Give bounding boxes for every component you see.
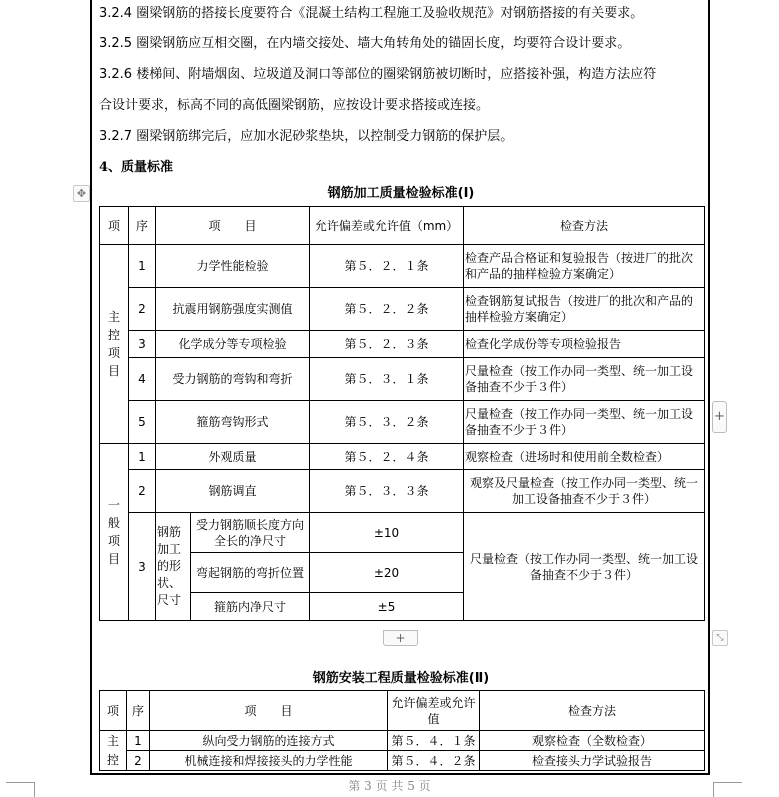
row-method: 尺量检查（按工作办同一类型、统一加工设备抽查不少于３件） (464, 513, 705, 621)
row-method: 观察及尺量检查（按工作办同一类型、统一加工设备抽查不少于３件） (464, 470, 705, 513)
table1-caption: 钢筋加工质量检验标准(I) (327, 186, 475, 201)
row-item: 钢筋调直 (156, 470, 310, 513)
row-no: 1 (129, 444, 156, 470)
row-value: 第５．４．１条 (388, 731, 480, 751)
row-value: 第５．３．１条 (310, 358, 464, 401)
row-method: 尺量检查（按工作办同一类型、统一加工设备抽查不少于３件） (464, 401, 705, 444)
header-cell: 允许偏差或允许值（mm） (310, 207, 464, 245)
row-method: 观察检查（进场时和使用前全数检查） (464, 444, 705, 470)
group-cell-main: 主控项目 (100, 245, 129, 444)
table2-caption: 钢筋安装工程质量检验标准(Ⅱ) (312, 671, 490, 686)
row-item: 受力钢筋的弯钩和弯折 (156, 358, 310, 401)
header-cell: 项 (100, 207, 129, 245)
row-method: 检查接头力学试验报告 (480, 751, 705, 771)
table-row (100, 731, 705, 751)
header-cell: 序 (127, 691, 150, 731)
subrow-item: 箍筋内净尺寸 (191, 593, 310, 621)
table2 (99, 690, 705, 771)
header-cell: 项 目 (156, 207, 310, 245)
row-item: 机械连接和焊接接头的力学性能 (150, 751, 388, 771)
paragraph-3-2-5: 3.2.5 圈梁钢筋应互相交圈，在内墙交接处、墙大角转角处的锚固长度，均要符合设计要求。 (99, 36, 631, 51)
paragraph-3-2-7: 3.2.7 圈梁钢筋绑完后，应加水泥砂浆垫块，以控制受力钢筋的保护层。 (99, 129, 514, 144)
add-row-button[interactable]: + (383, 630, 418, 646)
row-value: 第５．３．３条 (310, 470, 464, 513)
paragraph-3-2-4: 3.2.4 圈梁钢筋的搭接长度要符合《混凝土结构工程施工及验收规范》对钢筋搭接的有关要求。 (99, 6, 644, 21)
row-item: 外观质量 (156, 444, 310, 470)
row-method: 检查产品合格证和复验报告（按进厂的批次和产品的抽样检验方案确定） (464, 245, 705, 288)
row-no: 2 (129, 288, 156, 331)
row-value: 第５．２．１条 (310, 245, 464, 288)
row-value: 第５．４．２条 (388, 751, 480, 771)
subrow-item: 弯起钢筋的弯折位置 (191, 553, 310, 593)
row-no: 3 (129, 331, 156, 358)
subrow-item: 受力钢筋顺长度方向全长的净尺寸 (191, 513, 310, 553)
table1-header-row (100, 207, 705, 245)
table-row (100, 513, 705, 553)
subrow-value: ±20 (310, 553, 464, 593)
page-border-bottom (90, 773, 710, 775)
row-method: 观察检查（全数检查） (480, 731, 705, 751)
group-cell-general: 一般项目 (100, 444, 129, 621)
header-cell: 检查方法 (464, 207, 705, 245)
row-item: 力学性能检验 (156, 245, 310, 288)
table-row (100, 444, 705, 470)
table2-header-row (100, 691, 705, 731)
table-row (100, 288, 705, 331)
row-value: 第５．２．２条 (310, 288, 464, 331)
subrow-value: ±10 (310, 513, 464, 553)
section-heading: 4、质量标准 (99, 160, 174, 175)
row-no: 3 (129, 513, 156, 621)
table-move-icon[interactable]: ✥ (73, 185, 90, 202)
table-row (100, 470, 705, 513)
page-border-left (90, 0, 92, 775)
row-no: 1 (129, 245, 156, 288)
row-no: 2 (129, 470, 156, 513)
row-item: 箍筋弯钩形式 (156, 401, 310, 444)
row-value: 第５．２．４条 (310, 444, 464, 470)
row-no: 4 (129, 358, 156, 401)
table-row (100, 401, 705, 444)
row-item: 化学成分等专项检验 (156, 331, 310, 358)
header-cell: 项 (100, 691, 127, 731)
table-row (100, 751, 705, 771)
table-resize-icon[interactable]: ⤡ (712, 630, 728, 646)
subrow-value: ±5 (310, 593, 464, 621)
table-row (100, 358, 705, 401)
row-method: 尺量检查（按工作办同一类型、统一加工设备抽查不少于３件） (464, 358, 705, 401)
header-cell: 项 目 (150, 691, 388, 731)
row-item: 纵向受力钢筋的连接方式 (150, 731, 388, 751)
table1 (99, 206, 705, 621)
row-no: 1 (127, 731, 150, 751)
add-column-button[interactable]: + (712, 401, 727, 433)
table-row (100, 331, 705, 358)
row-method: 检查钢筋复试报告（按进厂的批次和产品的抽样检验方案确定） (464, 288, 705, 331)
row-no: 5 (129, 401, 156, 444)
paragraph-3-2-6: 3.2.6 楼梯间、附墙烟囱、垃圾道及洞口等部位的圈梁钢筋被切断时，应搭接补强，构造方法应符 (99, 67, 657, 82)
header-cell: 序 (129, 207, 156, 245)
group-cell: 主 (100, 731, 127, 751)
header-cell: 允许偏差或允许值 (388, 691, 480, 731)
row-no: 2 (127, 751, 150, 771)
paragraph-3-2-6-cont: 合设计要求，标高不同的高低圈梁钢筋，应按设计要求搭接或连接。 (99, 98, 490, 113)
row-value: 第５．３．２条 (310, 401, 464, 444)
table-row (100, 245, 705, 288)
row-item: 抗震用钢筋强度实测值 (156, 288, 310, 331)
row-category: 钢筋加工的形状、尺寸 (156, 513, 191, 621)
row-value: 第５．２．３条 (310, 331, 464, 358)
row-method: 检查化学成份等专项检验报告 (464, 331, 705, 358)
page-number-footer: 第 3 页 共 5 页 (348, 779, 431, 793)
page-border-right (708, 0, 710, 775)
header-cell: 检查方法 (480, 691, 705, 731)
group-cell: 控 (100, 751, 127, 771)
